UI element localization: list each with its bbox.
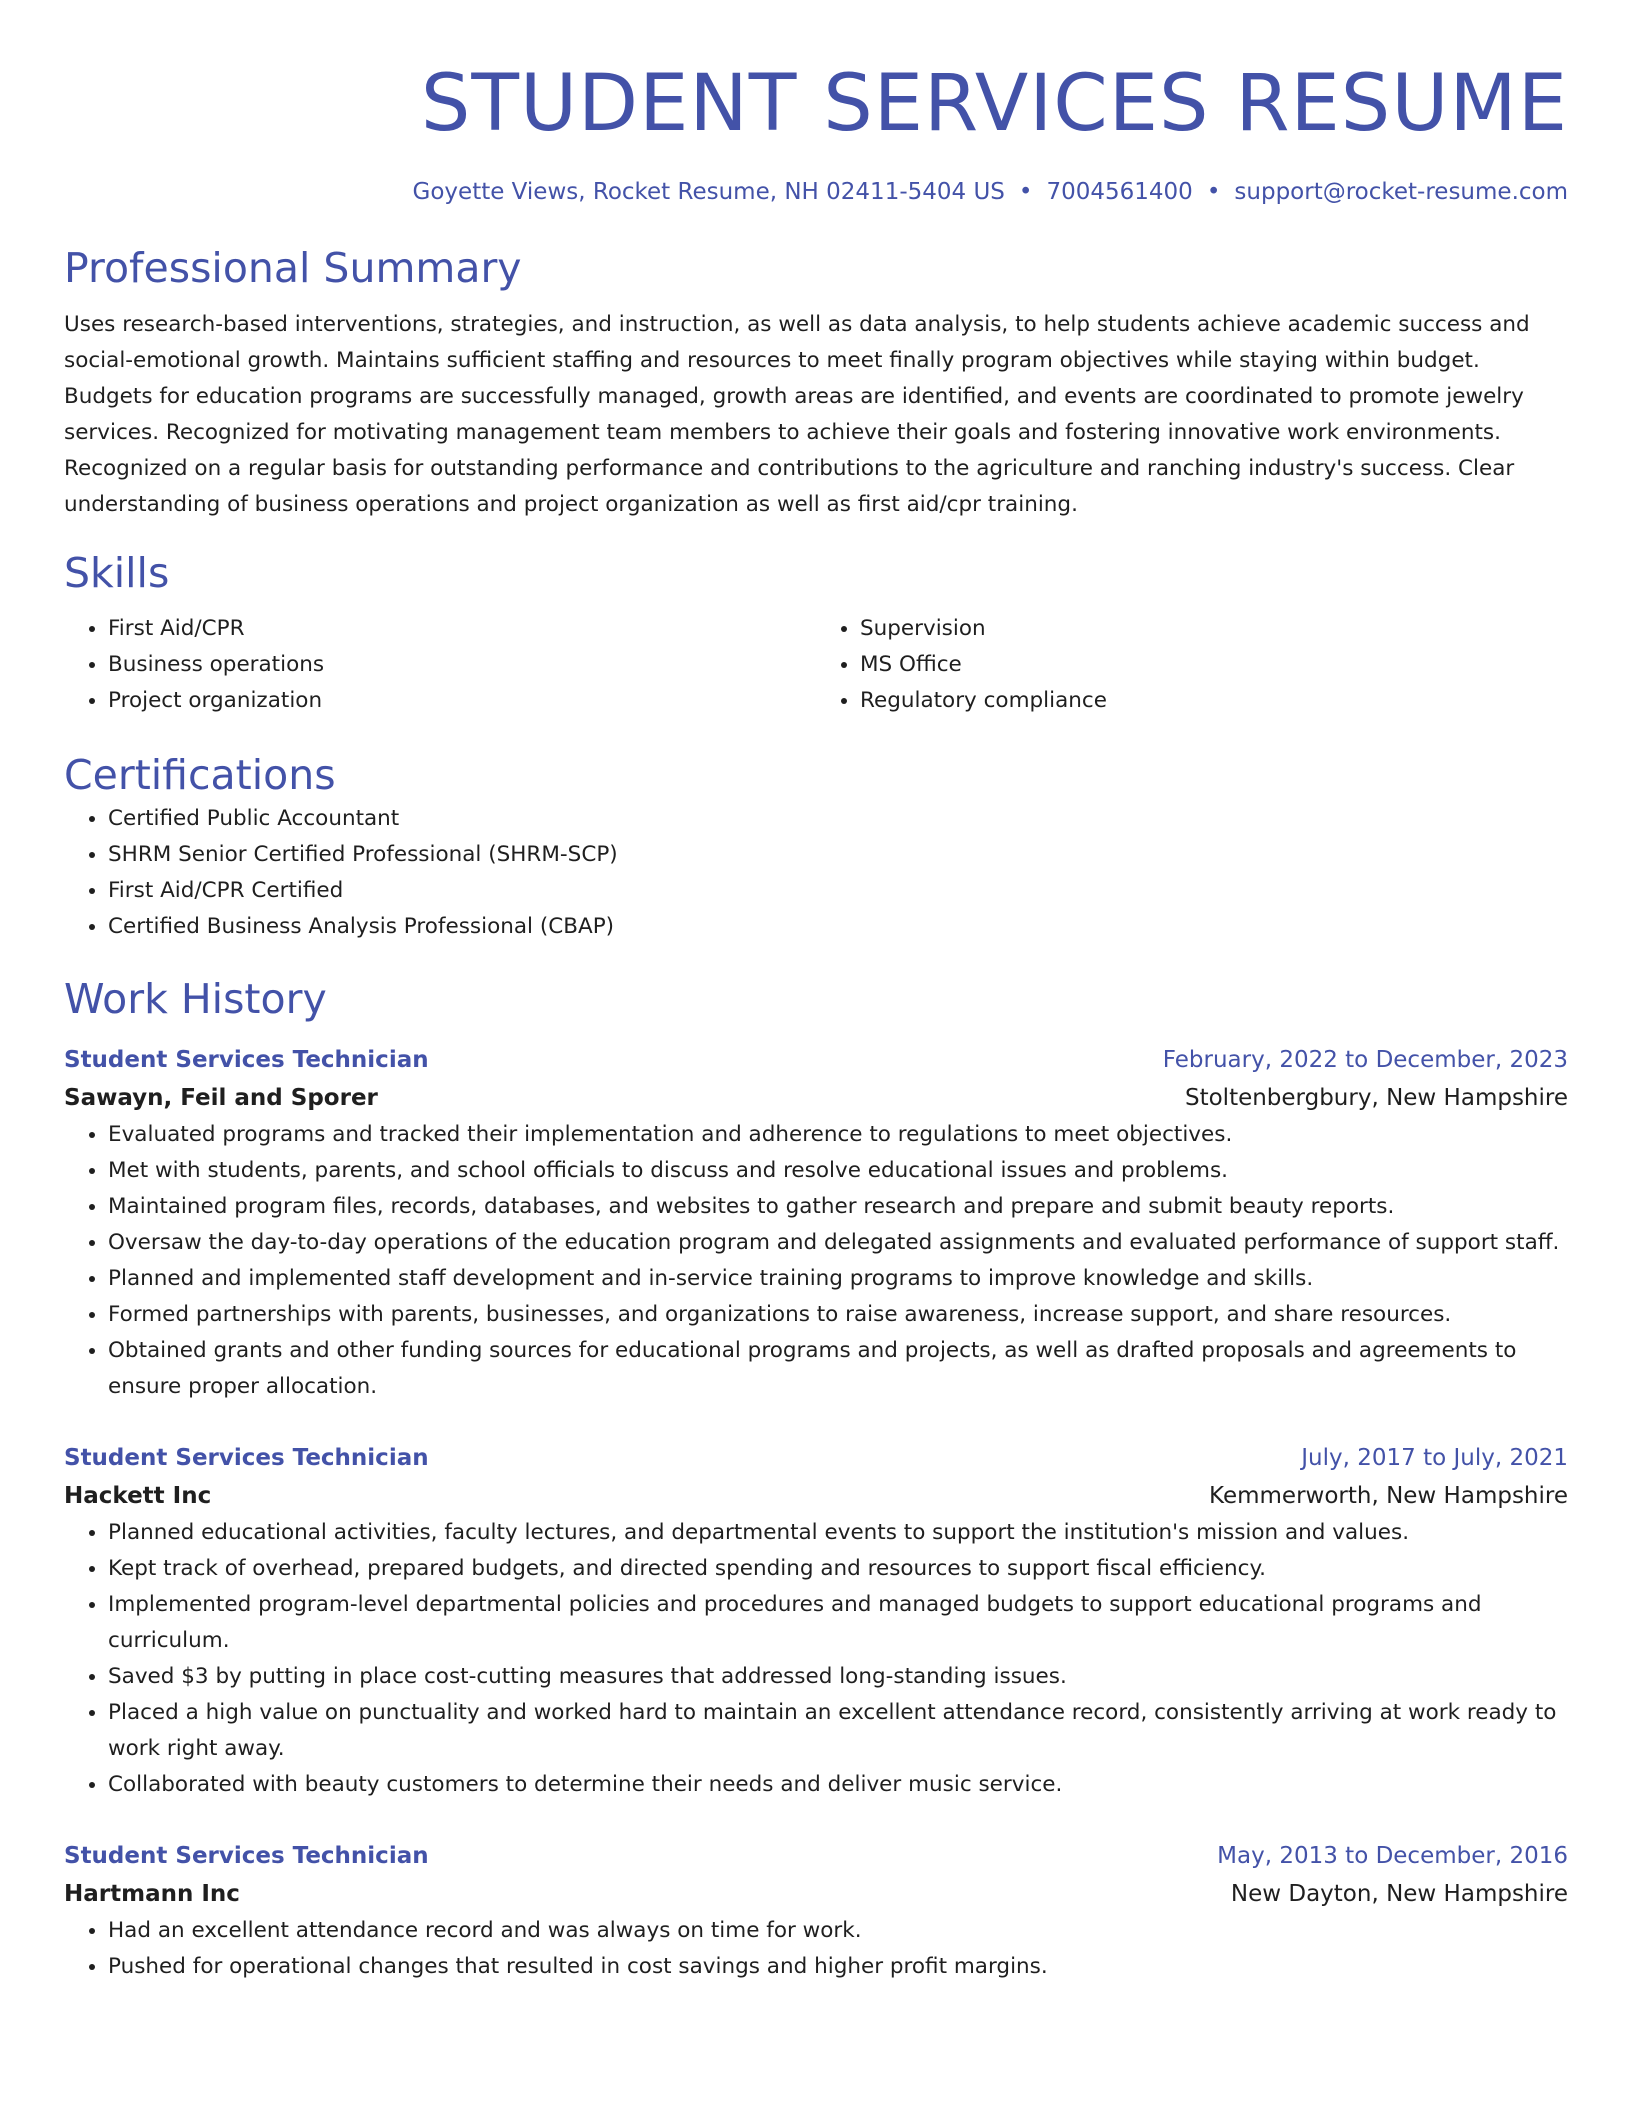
certification-item: • SHRM Senior Certified Professional (SHRM-SCP) <box>108 837 1568 873</box>
contact-email: support@rocket-resume.com <box>1234 179 1568 205</box>
job-location: New Dayton, New Hampshire <box>1230 1881 1568 1907</box>
job-bullet: • Pushed for operational changes that resulted in cost savings and higher profit margins. <box>108 1949 1568 1985</box>
contact-separator: • <box>1206 179 1221 205</box>
job-bullet: • Obtained grants and other funding sources for educational programs and projects, as well as drafted proposals and agreements to ensure proper allocation. <box>108 1333 1568 1405</box>
certifications-section <box>64 749 1568 945</box>
job-entry <box>64 1837 1568 1985</box>
document-title: STUDENT SERVICES RESUME <box>420 59 1568 149</box>
skill-item: • Regulatory compliance <box>860 683 1568 719</box>
skills-list-left <box>64 611 816 719</box>
contact-separator: • <box>1018 179 1033 205</box>
job-bullets <box>64 1515 1568 1803</box>
job-title: Student Services Technician <box>64 1047 429 1073</box>
work-history-section <box>64 973 1568 1985</box>
job-location: Kemmerworth, New Hampshire <box>1209 1483 1568 1509</box>
job-bullets <box>64 1913 1568 1985</box>
job-company: Hackett Inc <box>64 1483 212 1509</box>
job-title: Student Services Technician <box>64 1445 429 1471</box>
job-bullet: • Planned and implemented staff development and in-service training programs to improve knowledge and skills. <box>108 1261 1568 1297</box>
job-company-row <box>64 1875 1568 1913</box>
work-history-heading: Work History <box>64 975 327 1023</box>
job-company-row <box>64 1079 1568 1117</box>
job-bullet: • Implemented program-level departmental policies and procedures and managed budgets to support educational programs and curriculum. <box>108 1587 1568 1659</box>
contact-line <box>64 176 1568 208</box>
job-bullet: • Saved $3 by putting in place cost-cutting measures that addressed long-standing issues. <box>108 1659 1568 1695</box>
resume-header <box>64 54 1568 208</box>
summary-section <box>64 242 1568 523</box>
job-bullet: • Oversaw the day-to-day operations of the education program and delegated assignments and evaluated performance of support staff. <box>108 1225 1568 1261</box>
skill-item: • Project organization <box>108 683 816 719</box>
job-dates: July, 2017 to July, 2021 <box>1301 1445 1568 1471</box>
job-dates: May, 2013 to December, 2016 <box>1217 1843 1568 1869</box>
job-bullet: • Had an excellent attendance record and was always on time for work. <box>108 1913 1568 1949</box>
skill-item: • MS Office <box>860 647 1568 683</box>
job-bullet: • Placed a high value on punctuality and worked hard to maintain an excellent attendance record, consistently arriving at work ready to work right away. <box>108 1695 1568 1767</box>
summary-heading: Professional Summary <box>64 244 522 292</box>
certification-item: • Certified Public Accountant <box>108 801 1568 837</box>
skills-heading: Skills <box>64 549 170 597</box>
job-title-row <box>64 1837 1568 1875</box>
summary-text: Uses research-based interventions, strategies, and instruction, as well as data analysis, to help students achieve academic success and social-emotional growth. Maintains sufficient staffing and resources to meet finally program objectives while staying within budget. Budgets for education programs are successfully managed, growth areas are identified, and events are coordinated to promote jewelry services. Recognized for motivating management team members to achieve their goals and fostering innovative work environments. Recognized on a regular basis for outstanding performance and contributions to the agriculture and ranching industry's success. Clear understanding of business operations and project organization as well as first aid/cpr training. <box>64 312 1530 517</box>
certifications-list <box>64 801 1568 945</box>
job-location: Stoltenbergbury, New Hampshire <box>1184 1085 1568 1111</box>
job-company: Hartmann Inc <box>64 1881 240 1907</box>
contact-address: Goyette Views, Rocket Resume, NH 02411-5404 US <box>412 179 1005 205</box>
skills-grid <box>64 611 1568 719</box>
certifications-heading: Certifications <box>64 751 336 799</box>
job-entry <box>64 1041 1568 1405</box>
skill-item: • Business operations <box>108 647 816 683</box>
job-dates: February, 2022 to December, 2023 <box>1162 1047 1568 1073</box>
job-bullet: • Kept track of overhead, prepared budgets, and directed spending and resources to support fiscal efficiency. <box>108 1551 1568 1587</box>
job-title-row <box>64 1041 1568 1079</box>
job-entry <box>64 1439 1568 1803</box>
skills-list-right <box>816 611 1568 719</box>
job-bullet: • Planned educational activities, faculty lectures, and departmental events to support the institution's mission and values. <box>108 1515 1568 1551</box>
job-bullet: • Met with students, parents, and school officials to discuss and resolve educational issues and problems. <box>108 1153 1568 1189</box>
job-bullets <box>64 1117 1568 1405</box>
job-company: Sawayn, Feil and Sporer <box>64 1085 378 1111</box>
skill-item: • Supervision <box>860 611 1568 647</box>
job-bullet: • Formed partnerships with parents, businesses, and organizations to raise awareness, increase support, and share resources. <box>108 1297 1568 1333</box>
skill-item: • First Aid/CPR <box>108 611 816 647</box>
job-bullet: • Maintained program files, records, databases, and websites to gather research and prepare and submit beauty reports. <box>108 1189 1568 1225</box>
contact-phone: 7004561400 <box>1046 179 1193 205</box>
job-bullet: • Evaluated programs and tracked their implementation and adherence to regulations to meet objectives. <box>108 1117 1568 1153</box>
job-company-row <box>64 1477 1568 1515</box>
certification-item: • First Aid/CPR Certified <box>108 873 1568 909</box>
job-title: Student Services Technician <box>64 1843 429 1869</box>
job-title-row <box>64 1439 1568 1477</box>
skills-section <box>64 547 1568 719</box>
certification-item: • Certified Business Analysis Professional (CBAP) <box>108 909 1568 945</box>
job-bullet: • Collaborated with beauty customers to determine their needs and deliver music service. <box>108 1767 1568 1803</box>
